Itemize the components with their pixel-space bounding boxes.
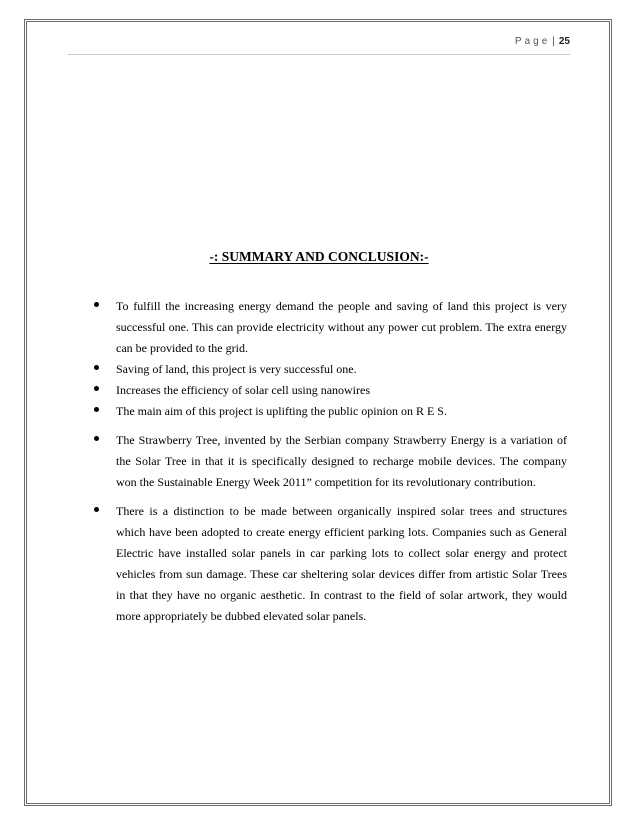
list-item — [90, 501, 567, 627]
list-item-text: Increases the efficiency of solar cell using nanowires — [116, 383, 371, 397]
list-item-text: The Strawberry Tree, invented by the Serbian company Strawberry Energy is a variation of the Solar Tree in that it is specifically designed to recharge mobile devices. The company won the Sustainable Energy Week 2011” competition for its revolutionary contribution. — [116, 433, 567, 489]
list-item — [90, 401, 567, 422]
page-number: 25 — [558, 36, 570, 47]
section-title-text: -: SUMMARY AND CONCLUSION:- — [209, 249, 429, 264]
list-item-text: The main aim of this project is uplifting the public opinion on R E S. — [116, 404, 447, 418]
bullet-icon — [94, 507, 99, 512]
list-item-text: Saving of land, this project is very successful one. — [116, 362, 357, 376]
page-header — [68, 36, 570, 55]
list-item — [90, 380, 567, 401]
list-item — [90, 296, 567, 359]
bullet-icon — [94, 302, 99, 307]
list-item — [90, 359, 567, 380]
page-separator: | — [552, 36, 555, 47]
bullet-icon — [94, 365, 99, 370]
section-title — [0, 249, 638, 265]
list-item-text: There is a distinction to be made between organically inspired solar trees and structures which have been adopted to create energy efficient parking lots. Companies such as General Electric have installed solar panels in car parking lots to collect solar energy and protect vehicles from sun damage. These car sheltering solar devices differ from artistic Solar Trees in that they have no organic aesthetic. In contrast to the field of solar artwork, they would more appropriately be dubbed elevated solar panels. — [116, 504, 567, 623]
list-item-text: To fulfill the increasing energy demand the people and saving of land this project is very successful one. This can provide electricity without any power cut problem. The extra energy can be provided to the grid. — [116, 299, 567, 355]
bullet-icon — [94, 386, 99, 391]
bullet-icon — [94, 436, 99, 441]
page-label: Page — [514, 36, 551, 47]
bullet-icon — [94, 407, 99, 412]
bullet-list — [90, 296, 567, 627]
list-item — [90, 430, 567, 493]
